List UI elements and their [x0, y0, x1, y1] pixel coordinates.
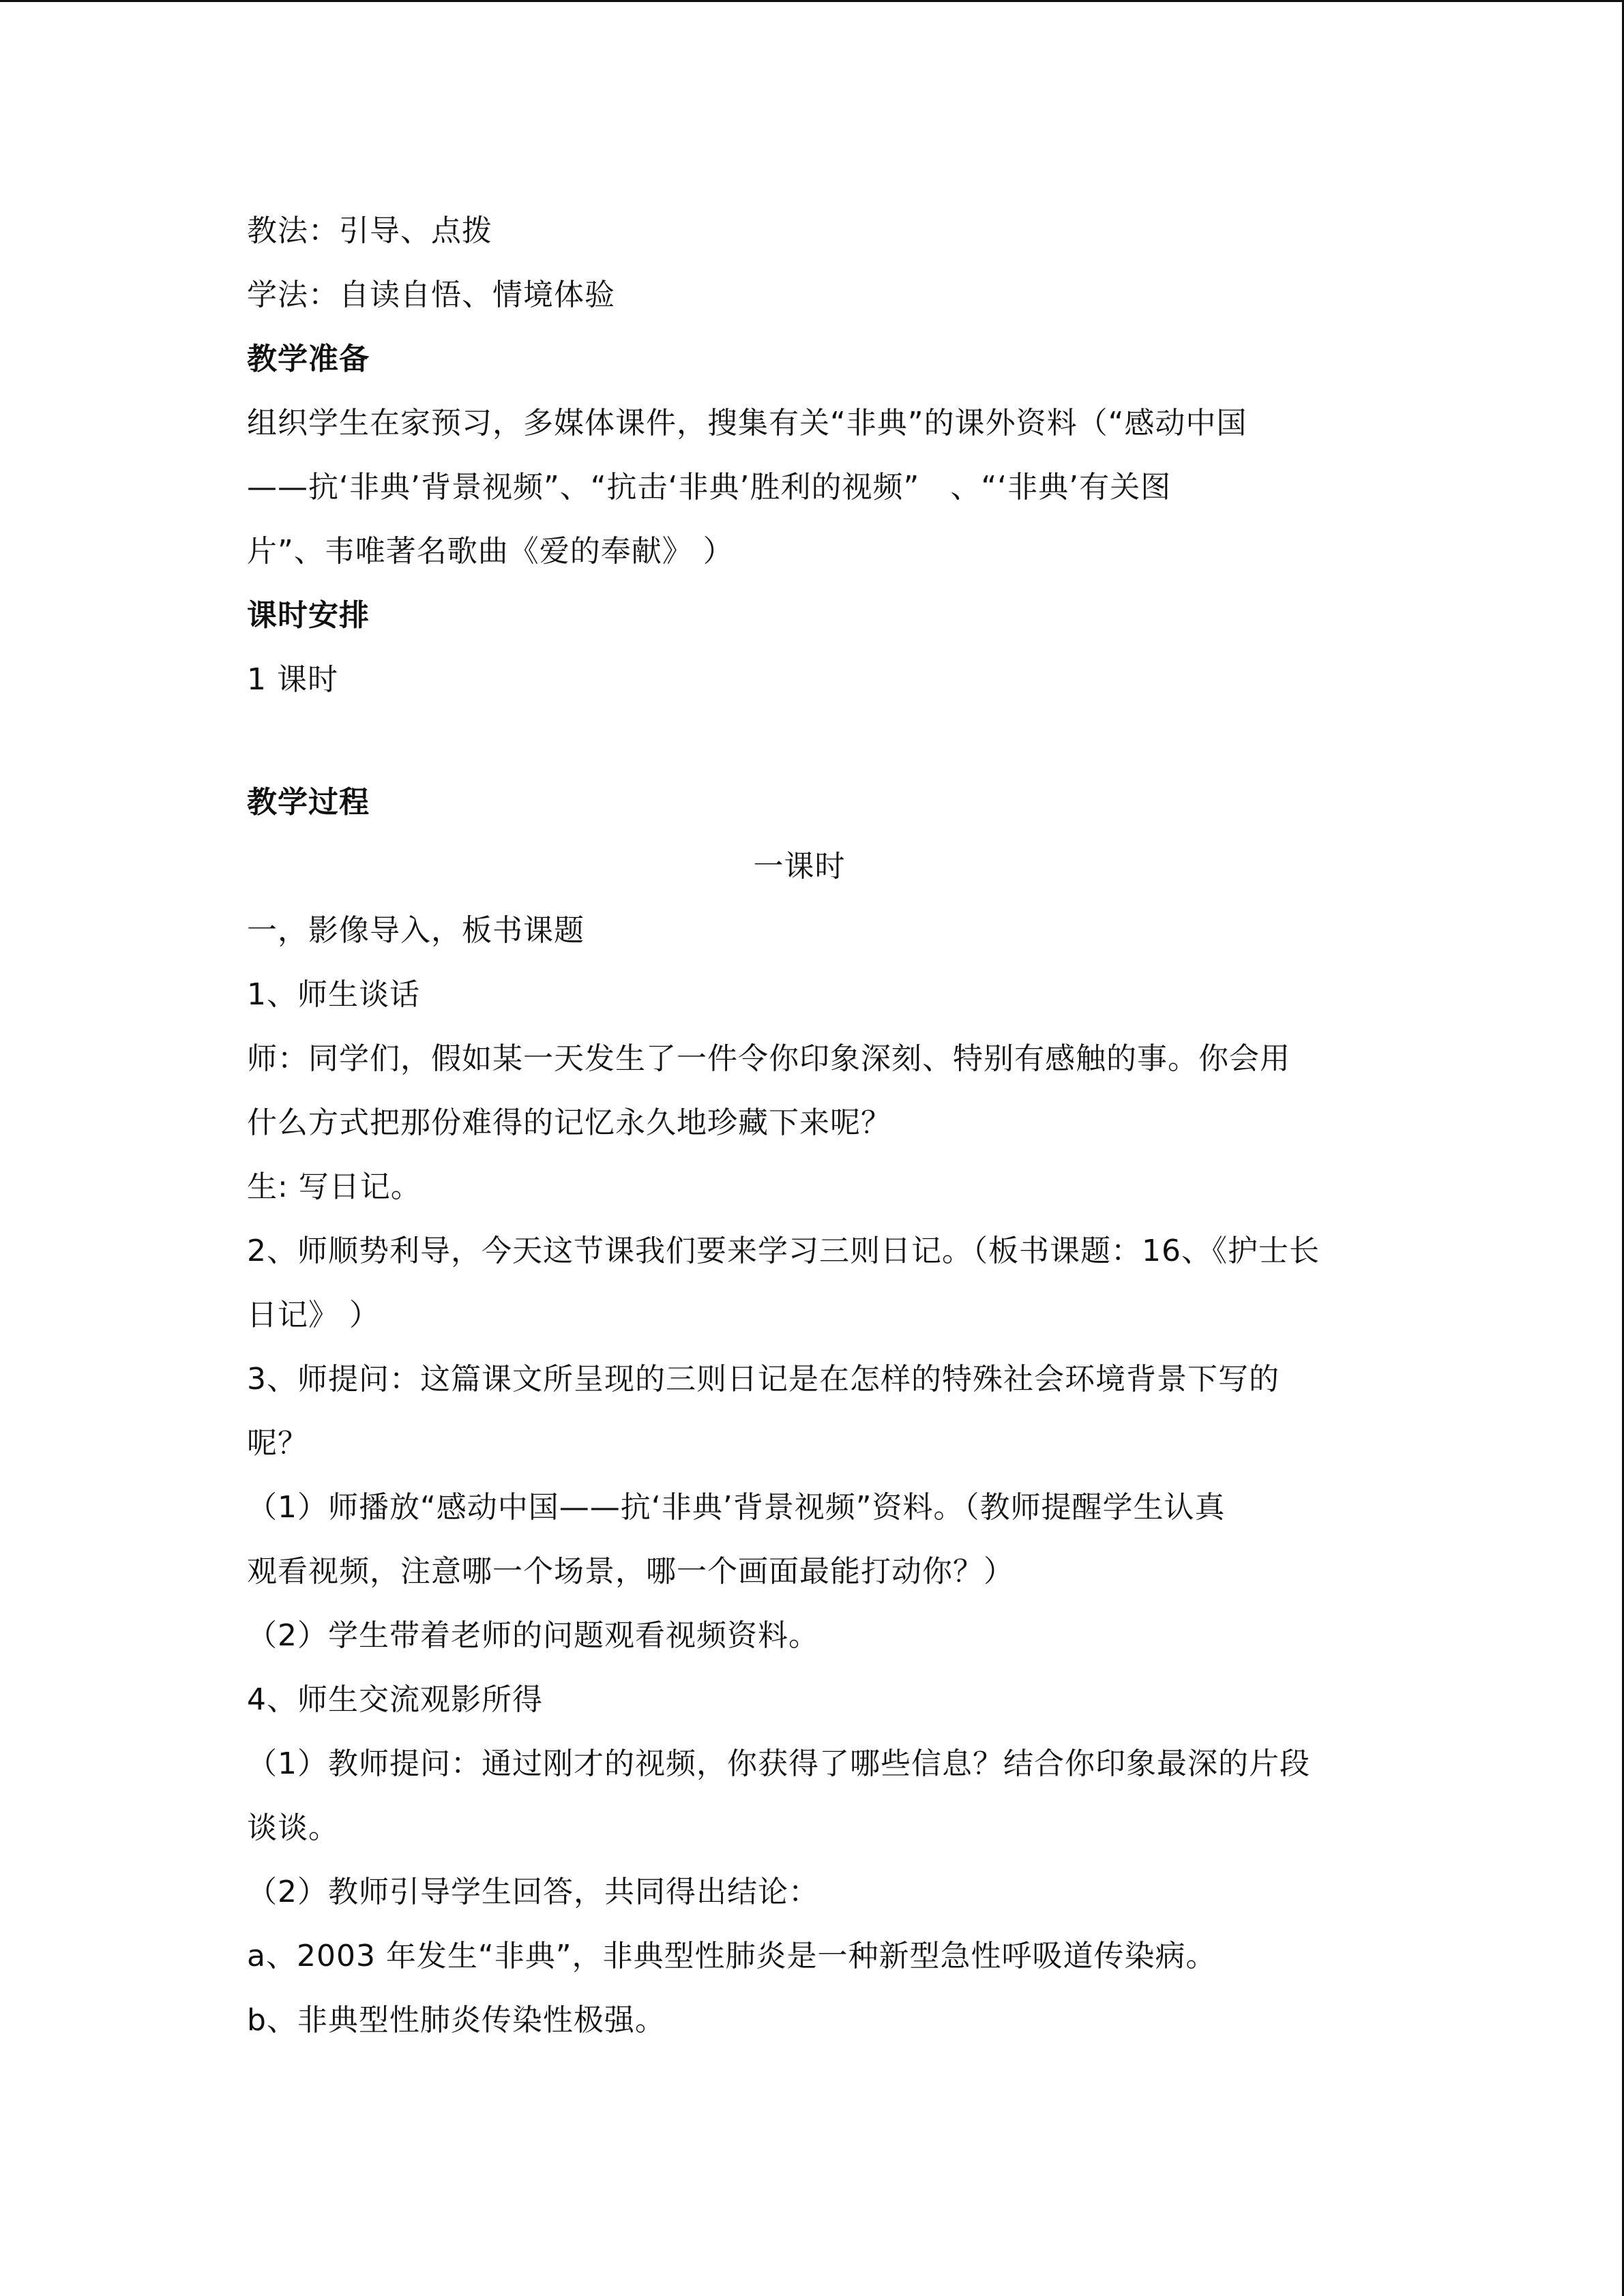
- heading-teaching-process: 教学过程: [247, 785, 370, 820]
- step-1-3-sub-2: （2）学生带着老师的问题观看视频资料。: [247, 1618, 819, 1653]
- step-1-2-line-2: 日记》 ）: [247, 1298, 380, 1332]
- section-teaching-process: [247, 771, 1379, 2053]
- teaching-method-line: 教法：引导、点拨: [247, 213, 492, 248]
- conclusion-a: a、2003 年发生“非典”，非典型性肺炎是一种新型急性呼吸道传染病。: [247, 1939, 1217, 1973]
- heading-teaching-preparation: 教学准备: [247, 342, 370, 376]
- learning-method-line: 学法：自读自悟、情境体验: [247, 278, 615, 312]
- step-1-3-line-2: 呢？: [247, 1426, 308, 1461]
- document-body: [247, 199, 1379, 2053]
- step-1-4-sub-2: （2）教师引导学生回答，共同得出结论：: [247, 1875, 819, 1909]
- teacher-speech-line-1: 师：同学们，假如某一天发生了一件令你印象深刻、特别有感触的事。你会用: [247, 1041, 1290, 1076]
- lesson-title-centered: 一课时: [753, 849, 846, 884]
- step-1-3-sub-1-line-2: 观看视频，注意哪一个场景，哪一个画面最能打动你？）: [247, 1554, 1014, 1589]
- section-gap: [247, 712, 1379, 771]
- step-1-title: 一，影像导入，板书课题: [247, 913, 585, 948]
- conclusion-b: b、非典型性肺炎传染性极强。: [247, 2003, 666, 2038]
- step-1-2-line-1: 2、师顺势利导，今天这节课我们要来学习三则日记。（板书课题：16、《护士长: [247, 1234, 1320, 1268]
- preparation-line-1: 组织学生在家预习，多媒体课件，搜集有关“非典”的课外资料（“感动中国: [247, 406, 1247, 441]
- step-1-1: 1、师生谈话: [247, 977, 420, 1012]
- heading-class-schedule: 课时安排: [247, 598, 370, 633]
- section-methods-prep: [247, 199, 1379, 712]
- page-border-top: [0, 0, 1624, 2]
- preparation-line-2: ——抗‘非典’背景视频”、“抗击‘非典’胜利的视频” 、“‘非典’有关图: [247, 470, 1172, 505]
- step-1-4-title: 4、师生交流观影所得: [247, 1682, 543, 1717]
- step-1-3-line-1: 3、师提问：这篇课文所呈现的三则日记是在怎样的特殊社会环境背景下写的: [247, 1362, 1280, 1397]
- class-schedule-value: 1 课时: [247, 662, 338, 697]
- teacher-speech-line-2: 什么方式把那份难得的记忆永久地珍藏下来呢？: [247, 1105, 891, 1140]
- preparation-line-3: 片”、韦唯著名歌曲《爱的奉献》 ）: [247, 534, 734, 569]
- step-1-3-sub-1-line-1: （1）师播放“感动中国——抗‘非典’背景视频”资料。（教师提醒学生认真: [247, 1490, 1226, 1525]
- step-1-4-sub-1-line-2: 谈谈。: [247, 1810, 339, 1845]
- step-1-4-sub-1-line-1: （1）教师提问：通过刚才的视频，你获得了哪些信息？结合你印象最深的片段: [247, 1746, 1310, 1781]
- student-answer-line: 生: 写日记。: [247, 1169, 422, 1204]
